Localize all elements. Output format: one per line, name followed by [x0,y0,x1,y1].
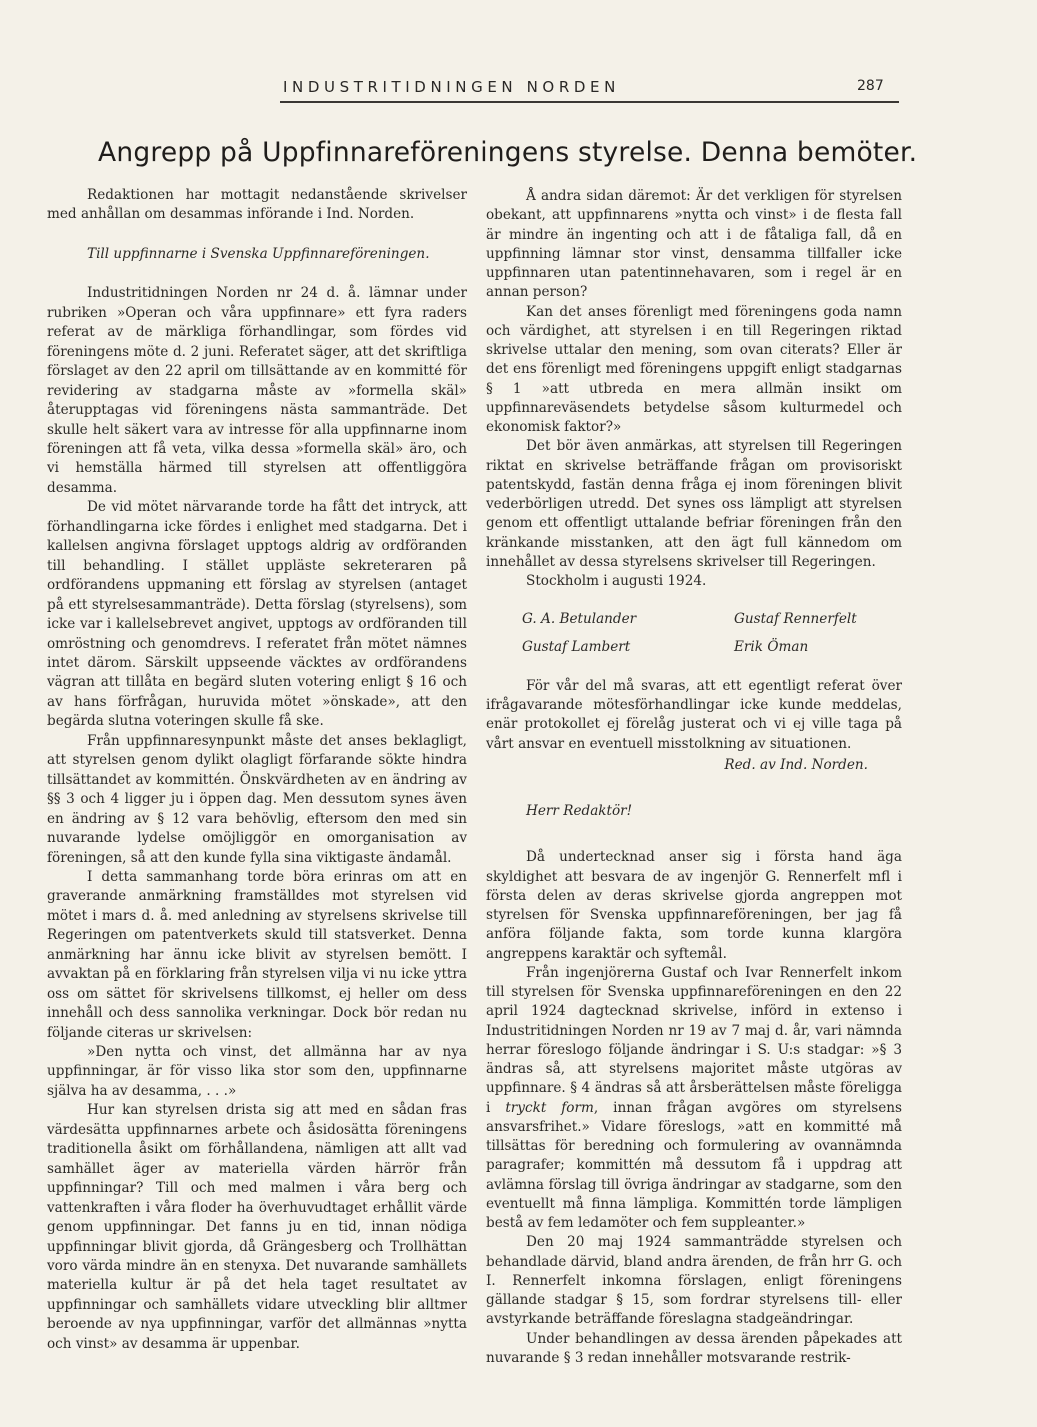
signature: Gustaf Lambert [522,638,631,655]
left-column [47,186,467,1354]
page-number: 287 [857,78,884,94]
article-title: Angrepp på Uppfinnareföreningens styrelse. Denna bemöter. [98,137,918,168]
editor-signature: Red. av Ind. Norden. [724,756,868,773]
signature: Erik Öman [734,638,809,655]
body-paragraph: Industritidningen Norden nr 24 d. å. lämnar under rubriken »Operan och våra uppfinnare» ett fyra raders referat av de märkliga förhandlingar, som fördes vid föreningens möte d. 2 juni. Referatet säger, att det skriftliga förslaget av den 22 april om tillsättande av en kommitté för revidering av stadgarna måste av »formella skäl» återupptagas vid föreningens nästa sammanträde. Det skulle helt säkert vara av intresse för alla uppfinnarne inom föreningen att få veta, vilka dessa »formella skäl» äro, och vi hemställa härmed till styrelsen att offentliggöra desamma. [47,285,467,496]
header-rule [280,101,899,103]
right-column [486,187,902,1368]
body-paragraph: Från uppfinnaresynpunkt måste det anses beklagligt, att styrelsen genom dylikt olagligt förfarande sökte hindra tillsättandet av kommittén. Önskvärdheten av en ändring av §§ 3 och 4 ligger ju i öppen dag. Men dessutom synes även en ändring av § 12 vara behövlig, eftersom den med sin nuvarande lydelse omöjliggör en omorganisation av föreningen, så att den kunde fylla sina viktigaste ändamål. [47,732,467,866]
body-paragraph: Å andra sidan däremot: Är det verkligen för styrelsen obekant, att uppfinnarens »nytta och vinst» i de flesta fall är mindre än ingenting och att i de fåtaliga fall, då en uppfinning lämnar stor vinst, densamma tillfaller icke uppfinnaren utan patentinnehavaren, som i regel är en annan person? [486,188,902,301]
editor-reply: För vår del må svaras, att ett egentligt referat över ifrågavarande mötesförhandlingar icke kunde meddelas, enär protokollet ej förelåg justerat och vi ej ville taga på vårt ansvar en eventuell misstolkning av situationen. [486,677,902,752]
text-run: Från ingenjörerna Gustaf och Ivar Rennerfelt inkom till styrelsen för Svenska uppfinnareföreningen en den 22 april 1924 dagtecknad skrivelse, införd in extenso i Industritidningen Norden nr 19 av 7 maj d. år, vari nämnda herrar föreslogo följande ändringar i S. U:s stadgar: »§ 3 ändras så, att styrelsens majoritet måste utgöras av uppfinnare. § 4 ändras så att årsberättelsen måste föreligga i [486,964,902,1116]
intro-paragraph: Redaktionen har mottagit nedanstående skrivelser med anhållan om desammas införande i Ind. Norden. [47,187,467,223]
text-run: , innan frågan avgöres om styrelsens ansvarsfrihet.» Vidare föreslogs, »att en kommitté må tillsättas för beredning och formulering av ovannämnda paragrafer; kommittén må dessutom få i uppdrag att avlämna förslag till övriga ändringar av stadgarne, som den eventuellt må finna lämpliga. Kommittén torde lämpligen bestå av fem ledamöter och fem suppleanter.» [486,1099,902,1231]
running-title: INDUSTRITIDNINGEN NORDEN [283,78,620,96]
signature: Gustaf Rennerfelt [734,611,857,628]
signature: G. A. Betulander [522,611,637,628]
emphasis-text: tryckt form [505,1099,594,1116]
body-paragraph [486,964,902,1234]
body-paragraph: Det bör även anmärkas, att styrelsen till Regeringen riktat en skrivelse beträffande frågan om provisoriskt patentskydd, fastän denna fråga ej inom föreningen blivit vederbörligen utredd. Det synes oss lämpligt att styrelsen genom ett offentligt uttalande befriar föreningen från den kränkande misstanken, att den ägt full kännedom om innehållet av dessa styrelsens skrivelser till Regeringen. [486,438,902,570]
body-paragraph: Den 20 maj 1924 sammanträdde styrelsen och behandlade därvid, bland andra ärenden, de från hrr G. och I. Rennerfelt inkomna förslagen, enligt föreningens gällande stadgar § 15, som fordrar styrelsens till- eller avstyrkande beträffande föreslagna stadgeändringar. [486,1234,902,1328]
body-paragraph: Under behandlingen av dessa ärenden påpekades att nuvarande § 3 redan innehåller motsvarande restrik- [486,1330,902,1366]
letter-salutation: Herr Redaktör! [526,803,633,819]
letter-salutation: Till uppfinnarne i Svenska Uppfinnareföreningen. [87,245,430,262]
body-paragraph: De vid mötet närvarande torde ha fått det intryck, att förhandlingarna icke fördes i enlighet med stadgarna. Det i kallelsen angivna förslaget upptogs aldrig av ordföranden till behandling. I stället uppläste sekreteraren på ordförandens uppmaning ett förslag av styrelsen (antaget på ett styrelsesammanträde). Detta förslag (styrelsens), som icke var i kallelsebrevet angivet, upptogs av ordföranden till omröstning och genomdrevs. I referatet från mötet nämnes intet därom. Särskilt uppseende väcktes av ordförandens vägran att tillåta en begärd sluten votering enligt § 16 och av hans förfrågan, huruvida mötet »önskade», att den begärda slutna voteringen skulle få ske. [47,499,467,730]
body-paragraph: Då undertecknad anser sig i första hand äga skyldighet att besvara de av ingenjör G. Rennerfelt mfl i första delen av deras skrivelse gjorda angreppen mot styrelsen för Svenska uppfinnareföreningen, ber jag få anföra följande fakta, som torde kunna klargöra angreppens karaktär och syftemål. [486,849,902,962]
body-paragraph: Kan det anses förenligt med föreningens goda namn och värdighet, att styrelsen i en till Regeringen riktad skrivelse uttalar den mening, som ovan citerats? Eller är det ens förenligt med föreningens uppgift enligt stadgarnas § 1 »att utbreda en mera allmän insikt om uppfinnareväsendets betydelse såsom kulturmedel och ekonomisk faktor?» [486,303,902,435]
body-paragraph: I detta sammanhang torde böra erinras om att en graverande anmärkning framställdes mot styrelsen vid mötet i mars d. å. med anledning av styrelsens skrivelse till Regeringen om patentverkets skuld till statsverket. Denna anmärkning har ännu icke blivit av styrelsen bemött. I avvaktan på en förklaring från styrelsen vilja vi nu icke yttra oss om sättet för skrivelsens tillkomst, ej heller om dess innehåll och dess sannolika verkningar. Dock bör redan nu följande citeras ur skrivelsen: [47,868,467,1041]
body-paragraph: Hur kan styrelsen drista sig att med en sådan fras värdesätta uppfinnarnes arbete och åsidosätta föreningens traditionella åsikt om förhållandena, nämligen att allt vad samhället äger av materiella värden härrör från uppfinningar? Till och med malmen i våra berg och vattenkraften i våra floder ha överhuvudtaget erhållit värde genom uppfinningar. Det fanns ju en tid, innan nödiga uppfinningar blivit gjorda, då Grängesberg och Trollhättan voro värda mindre än en stenyxa. Det nuvarande samhällets materiella kultur är på det hela taget resultatet av uppfinningar och samhällets vidare utveckling blir alltmer beroende av nya uppfinningar, varför det allmännas »nytta och vinst» av desamma är uppenbar. [47,1102,467,1352]
signature-block [486,607,902,662]
block-quote: »Den nytta och vinst, det allmänna har av nya uppfinningar, är för visso lika stor som den, uppfinnarne själva ha av desamma, . . .» [47,1044,467,1099]
place-date: Stockholm i augusti 1924. [526,573,707,589]
